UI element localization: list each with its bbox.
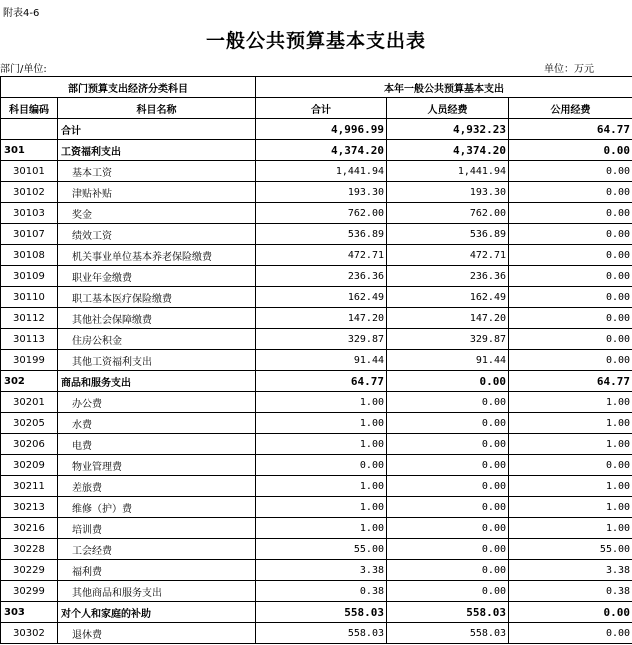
row-total: 329.87 (256, 329, 387, 350)
row-code: 30103 (1, 203, 58, 224)
row-personnel: 236.36 (387, 266, 509, 287)
table-row (1, 329, 632, 350)
row-total: 1.00 (256, 434, 387, 455)
row-public: 64.77 (509, 119, 632, 140)
column-header-public: 公用经费 (509, 98, 632, 119)
row-code: 30102 (1, 182, 58, 203)
row-personnel: 0.00 (387, 581, 509, 602)
column-header-personnel: 人员经费 (387, 98, 509, 119)
row-code: 30211 (1, 476, 58, 497)
table-row (1, 140, 632, 161)
row-personnel: 0.00 (387, 413, 509, 434)
row-public: 1.00 (509, 392, 632, 413)
row-personnel: 162.49 (387, 287, 509, 308)
row-personnel: 0.00 (387, 455, 509, 476)
row-name: 津贴补贴 (58, 182, 256, 203)
table-row (1, 350, 632, 371)
row-public: 1.00 (509, 518, 632, 539)
row-personnel: 4,374.20 (387, 140, 509, 161)
row-public: 0.00 (509, 203, 632, 224)
table-row (1, 413, 632, 434)
row-personnel: 536.89 (387, 224, 509, 245)
row-name: 机关事业单位基本养老保险缴费 (58, 245, 256, 266)
row-personnel: 193.30 (387, 182, 509, 203)
row-personnel: 0.00 (387, 434, 509, 455)
row-code: 30201 (1, 392, 58, 413)
row-total: 1.00 (256, 392, 387, 413)
row-total: 472.71 (256, 245, 387, 266)
row-total: 193.30 (256, 182, 387, 203)
row-name: 差旅费 (58, 476, 256, 497)
table-row (1, 224, 632, 245)
header-economic-category: 部门预算支出经济分类科目 (1, 77, 256, 98)
row-name: 电费 (58, 434, 256, 455)
row-personnel: 0.00 (387, 497, 509, 518)
table-row (1, 308, 632, 329)
table-row (1, 287, 632, 308)
table-row (1, 560, 632, 581)
row-public: 0.00 (509, 224, 632, 245)
row-personnel: 329.87 (387, 329, 509, 350)
row-code: 30209 (1, 455, 58, 476)
row-code: 303 (1, 602, 58, 623)
row-public: 0.00 (509, 161, 632, 182)
row-personnel: 147.20 (387, 308, 509, 329)
row-name: 其他工资福利支出 (58, 350, 256, 371)
header-basic-expenditure: 本年一般公共预算基本支出 (256, 77, 632, 98)
row-public: 1.00 (509, 497, 632, 518)
row-name: 其他商品和服务支出 (58, 581, 256, 602)
row-public: 3.38 (509, 560, 632, 581)
row-public: 0.00 (509, 245, 632, 266)
row-name: 对个人和家庭的补助 (58, 602, 256, 623)
row-name: 办公费 (58, 392, 256, 413)
row-personnel: 762.00 (387, 203, 509, 224)
row-total: 536.89 (256, 224, 387, 245)
row-name: 水费 (58, 413, 256, 434)
row-code: 30107 (1, 224, 58, 245)
column-header-name: 科目名称 (58, 98, 256, 119)
row-total: 558.03 (256, 623, 387, 644)
row-code: 30206 (1, 434, 58, 455)
table-row (1, 245, 632, 266)
row-total: 3.38 (256, 560, 387, 581)
page-title: 一般公共预算基本支出表 (205, 30, 426, 52)
row-total: 1.00 (256, 497, 387, 518)
table-row (1, 602, 632, 623)
row-public: 1.00 (509, 434, 632, 455)
row-public: 0.00 (509, 287, 632, 308)
row-public: 0.00 (509, 602, 632, 623)
department-label: 部门/单位: (0, 64, 47, 75)
table-row (1, 476, 632, 497)
row-total: 4,996.99 (256, 119, 387, 140)
row-personnel: 4,932.23 (387, 119, 509, 140)
row-code: 30110 (1, 287, 58, 308)
row-code: 30112 (1, 308, 58, 329)
row-total: 236.36 (256, 266, 387, 287)
row-total: 1,441.94 (256, 161, 387, 182)
row-total: 762.00 (256, 203, 387, 224)
row-total: 55.00 (256, 539, 387, 560)
row-total: 64.77 (256, 371, 387, 392)
row-public: 1.00 (509, 413, 632, 434)
table-row (1, 119, 632, 140)
table-row (1, 371, 632, 392)
row-public: 0.00 (509, 266, 632, 287)
row-public: 0.00 (509, 350, 632, 371)
row-code: 30108 (1, 245, 58, 266)
row-public: 55.00 (509, 539, 632, 560)
row-code: 30101 (1, 161, 58, 182)
row-code (1, 119, 58, 140)
row-code: 30302 (1, 623, 58, 644)
row-total: 1.00 (256, 518, 387, 539)
attachment-label: 附表4-6 (3, 8, 40, 19)
row-total: 162.49 (256, 287, 387, 308)
row-personnel: 558.03 (387, 602, 509, 623)
row-name: 基本工资 (58, 161, 256, 182)
table-row (1, 455, 632, 476)
table-row (1, 518, 632, 539)
row-public: 0.00 (509, 140, 632, 161)
row-public: 64.77 (509, 371, 632, 392)
row-public: 0.00 (509, 455, 632, 476)
row-personnel: 558.03 (387, 623, 509, 644)
row-name: 职工基本医疗保险缴费 (58, 287, 256, 308)
column-header-total: 合计 (256, 98, 387, 119)
row-name: 物业管理费 (58, 455, 256, 476)
row-personnel: 0.00 (387, 371, 509, 392)
table-row (1, 623, 632, 644)
row-total: 4,374.20 (256, 140, 387, 161)
table-row (1, 581, 632, 602)
row-name: 合计 (58, 119, 256, 140)
row-code: 30229 (1, 560, 58, 581)
row-personnel: 91.44 (387, 350, 509, 371)
row-public: 0.00 (509, 623, 632, 644)
row-code: 30205 (1, 413, 58, 434)
table-row (1, 434, 632, 455)
row-name: 绩效工资 (58, 224, 256, 245)
row-total: 1.00 (256, 413, 387, 434)
row-personnel: 1,441.94 (387, 161, 509, 182)
row-personnel: 0.00 (387, 560, 509, 581)
row-public: 0.00 (509, 182, 632, 203)
row-name: 商品和服务支出 (58, 371, 256, 392)
row-total: 0.38 (256, 581, 387, 602)
row-total: 1.00 (256, 476, 387, 497)
table-row (1, 497, 632, 518)
row-personnel: 0.00 (387, 518, 509, 539)
table-body (1, 119, 632, 644)
table-row (1, 203, 632, 224)
row-code: 30109 (1, 266, 58, 287)
row-name: 住房公积金 (58, 329, 256, 350)
row-personnel: 0.00 (387, 476, 509, 497)
row-name: 职业年金缴费 (58, 266, 256, 287)
table-row (1, 161, 632, 182)
row-code: 30199 (1, 350, 58, 371)
budget-table (0, 76, 632, 644)
row-personnel: 472.71 (387, 245, 509, 266)
table-row (1, 266, 632, 287)
unit-label: 单位：万元 (544, 64, 594, 75)
row-name: 福利费 (58, 560, 256, 581)
row-public: 1.00 (509, 476, 632, 497)
row-name: 维修（护）费 (58, 497, 256, 518)
table-row (1, 392, 632, 413)
row-name: 退休费 (58, 623, 256, 644)
row-code: 30299 (1, 581, 58, 602)
row-name: 工会经费 (58, 539, 256, 560)
table-row (1, 182, 632, 203)
row-total: 0.00 (256, 455, 387, 476)
column-header-code: 科目编码 (1, 98, 58, 119)
row-code: 30228 (1, 539, 58, 560)
row-total: 147.20 (256, 308, 387, 329)
row-code: 301 (1, 140, 58, 161)
row-total: 91.44 (256, 350, 387, 371)
row-code: 30216 (1, 518, 58, 539)
row-public: 0.00 (509, 308, 632, 329)
row-public: 0.00 (509, 329, 632, 350)
row-name: 奖金 (58, 203, 256, 224)
row-public: 0.38 (509, 581, 632, 602)
row-total: 558.03 (256, 602, 387, 623)
row-personnel: 0.00 (387, 539, 509, 560)
row-name: 工资福利支出 (58, 140, 256, 161)
row-name: 其他社会保障缴费 (58, 308, 256, 329)
row-code: 30113 (1, 329, 58, 350)
table-row (1, 539, 632, 560)
row-code: 30213 (1, 497, 58, 518)
row-name: 培训费 (58, 518, 256, 539)
row-code: 302 (1, 371, 58, 392)
row-personnel: 0.00 (387, 392, 509, 413)
